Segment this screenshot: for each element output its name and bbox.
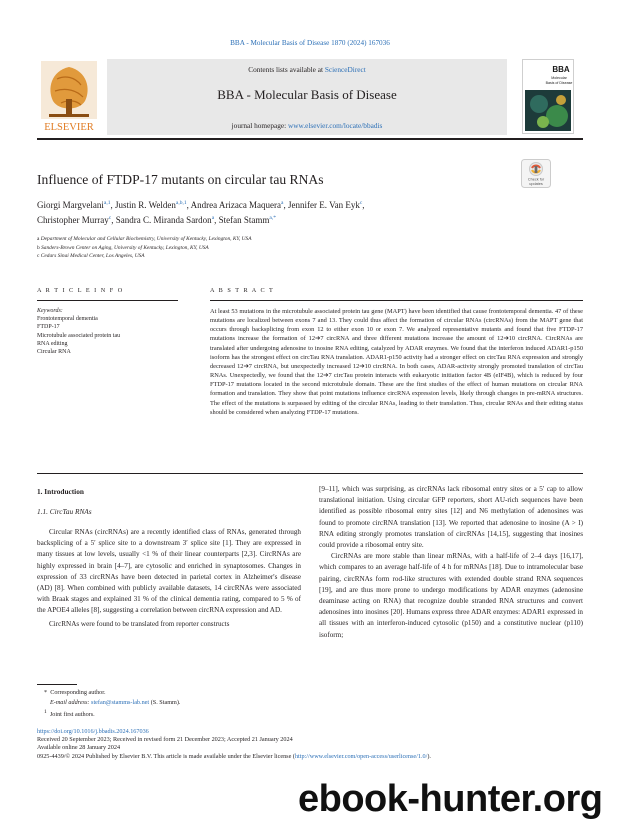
keywords-block: [37, 307, 120, 356]
homepage-link[interactable]: www.elsevier.com/locate/bbadis: [287, 121, 383, 130]
article-title: Influence of FTDP-17 mutants on circular tau RNAs: [37, 172, 324, 187]
author[interactable]: Andrea Arizaca Maquera$^a$,: [190, 200, 288, 210]
journal-cover: [522, 59, 574, 134]
affiliations: [37, 235, 252, 261]
check-updates-icon: [521, 159, 551, 188]
author-list: [37, 197, 507, 227]
header-rule: [37, 138, 583, 140]
paragraph: CircRNAs are more stable than linear mRNAs, with a half-life of 2–4 days [16,17], which compares to an average half-life of 4 h for mRNAs [18]. Due to intramolecular base pairing, circRNAs form rod-like structures with extended double strand RNA sequences [19], and are thus more prone to undergo modifications by ADAR enzymes (adenosine deaminase acting on RNA) that recognize double stranded RNA structures and convert adenosines into inosines [20]. Humans express three ADAR enzymes: ADAR1 expressed in all tissues with an interferon-induced cytosolic (p150) and a constitutive nuclear (p110) isoform;: [319, 552, 583, 639]
left-column: [37, 527, 301, 630]
journal-banner: [107, 59, 507, 135]
abstract-text: At least 53 mutations in the microtubule associated protein tau gene (MAPT) have been identified that cause frontotemporal dementia. 47 of these mutations are localized between exons 7 and 13. They could thus affect the formation of circular RNAs (circRNAs) from the MAPT gene that occurs through backsplicing from exon 12 to either exon 10 or exon 7. We analyzed representative mutants and found that five FTDP-17 mutations increase the formation of 12➔7 circRNA and three different mutations increase the amount of 12➔10 circRNA. CircRNAs are translated after undergoing adenosine to inosine RNA editing, catalyzed by ADAR enzymes. We found that the interferon induced ADAR1-p150 isoform has the strongest effect on circTau RNA translation. ADAR1-p150 activity had a stronger effect on circTau RNA expression and strongly decreased 12➔7 circRNA, but unexpectedly increased 12➔10 circRNA. In both cases, ADAR-activity strongly promoted translation of circTau RNAs. Unexpectedly, we found that the 12➔7 circTau protein interacts with eukaryotic initiation factor 4B (eIF4B), which is reduced by four FTDP-17 mutations located in the second microtubule domain. These are the first studies of the effect of human mutations on circular RNA formation and translation. They show that point mutations influence circRNA expression levels, likely through changes in pre-mRNA structures. The effect of the mutations is surpassed by editing of the circular RNAs, leading to their translation. Thus, circular RNAs and their editing status should be considered when analyzing FTDP-17 mutations.: [210, 308, 583, 416]
paragraph: Circular RNAs (circRNAs) are a recently identified class of RNAs, generated through backsplicing of a 5′ splice site to a downstream 3′ splice site [1]. They are expressed in many tissues at low levels, usually <1 % of their linear counterparts [2,3]. CircRNAs are highly expressed in brain [4–7], are cytosolic and enriched in synaptosomes. Changes in expression of 33 circRNAs have been detected in parietal cortex in Alzheimer's disease (AD) [8]. When combined with publicly available datasets, 14 circRNAs were associated with Braak stages and explained 31 % of the clinical dementia rating, compared to 5 % of the APOE4 alleles [8], suggesting a correlation between circRNA expression and AD.: [37, 528, 301, 615]
footnote-email: E-mail address: stefan@stamms-lab.net (S. Stamm).: [50, 699, 181, 706]
author[interactable]: Stefan Stamm$^{a,*}$: [218, 215, 276, 225]
keywords-label: Keywords:: [37, 308, 63, 314]
check-updates-line-2: updates: [529, 182, 543, 186]
keyword: Frontotemporal dementia: [37, 316, 98, 323]
article-info-rule: [37, 300, 178, 301]
subsection-heading: 1.1. CircTau RNAs: [37, 507, 92, 516]
check-for-updates-badge[interactable]: [521, 159, 551, 188]
affiliation: c Cedars Sinai Medical Center, Los Angeles, USA: [37, 253, 145, 260]
keyword: Circular RNA: [37, 349, 71, 356]
keyword: RNA editing: [37, 340, 68, 347]
available-date: Available online 28 January 2024: [37, 744, 121, 752]
publisher-name: ELSEVIER: [44, 122, 94, 133]
abstract-heading: A B S T R A C T: [210, 287, 275, 294]
footnote-joint: $^1$ Joint first authors.: [44, 709, 95, 719]
abstract-bottom-rule: [37, 473, 583, 474]
keyword: Microtubule associated protein tau: [37, 332, 121, 339]
affiliation: a Department of Molecular and Cellular Biochemistry, University of Kentucky, Lexington, KY, USA: [37, 236, 252, 242]
publication-info: [37, 728, 431, 761]
paragraph: [9–11], which was surprising, as circRNAs lack ribosomal entry sites or a 5′ cap to allow translational initiation. Using circular GFP reporters, short AU-rich sequences have been identified as possible ribosomal entry sites [12] and N6 methylation of adenosines was found to promote circRNA translation [13]. We reported that adenosine to inosine (A > I) RNA editing strongly promotes translation of circRNAs [14,15], suggesting that inosines could provide a ribosomal entry site.: [319, 485, 583, 550]
author[interactable]: Sandra C. Miranda Sardon$^a$,: [115, 215, 219, 225]
author[interactable]: Giorgi Margvelani$^{a,1}$,: [37, 200, 115, 210]
right-column: [319, 484, 583, 641]
elsevier-logo: [37, 59, 101, 135]
check-updates-line-1: Check for: [527, 177, 545, 182]
journal-header: [37, 59, 583, 136]
section-heading: 1. Introduction: [37, 487, 84, 496]
footnote-corresponding: * Corresponding author.: [44, 689, 106, 696]
license-link[interactable]: http://www.elsevier.com/open-access/userlicense/1.0/: [294, 752, 428, 760]
journal-title: BBA - Molecular Basis of Disease: [217, 87, 397, 102]
running-header[interactable]: BBA - Molecular Basis of Disease 1870 (2024) 167036: [230, 39, 390, 47]
cover-line-2: Basis of Disease: [545, 81, 573, 85]
doi-link[interactable]: https://doi.org/10.1016/j.bbadis.2024.167036: [37, 728, 149, 735]
watermark: ebook-hunter.org: [298, 778, 603, 820]
cover-image: [523, 60, 573, 133]
abstract-rule: [210, 300, 583, 301]
article-info-heading: A R T I C L E I N F O: [37, 287, 124, 294]
sciencedirect-link[interactable]: ScienceDirect: [324, 65, 366, 74]
received-dates: Received 20 September 2023; Received in revised form 21 December 2023; Accepted 21 January 2024: [37, 736, 293, 744]
license-line: 0925-4439/© 2024 Published by Elsevier B.V. This article is made available under the Elsevier license (http://www.elsevier.com/open-access/userlicense/1.0/).: [37, 752, 431, 760]
paragraph: CircRNAs were found to be translated from reporter constructs: [49, 619, 230, 628]
cover-line-1: Molecular: [551, 76, 567, 80]
elsevier-tree-icon: [37, 59, 101, 135]
email-link[interactable]: stefan@stamms-lab.net: [91, 699, 150, 706]
contents-line: Contents lists available at ScienceDirect: [248, 65, 366, 74]
author[interactable]: Christopher Murray$^c$,: [37, 215, 116, 225]
footnote-rule: [37, 684, 77, 685]
affiliation: b Sanders-Brown Center on Aging, University of Kentucky, Lexington, KY, USA: [37, 244, 209, 251]
keyword: FTDP-17: [37, 324, 60, 331]
author[interactable]: Justin R. Welden$^{a,b,1}$,: [115, 200, 191, 210]
author[interactable]: Jennifer E. Van Eyk$^c$,: [288, 200, 365, 210]
homepage-line: journal homepage: www.elsevier.com/locate/bbadis: [231, 121, 383, 130]
cover-logo: BBA: [552, 65, 570, 74]
